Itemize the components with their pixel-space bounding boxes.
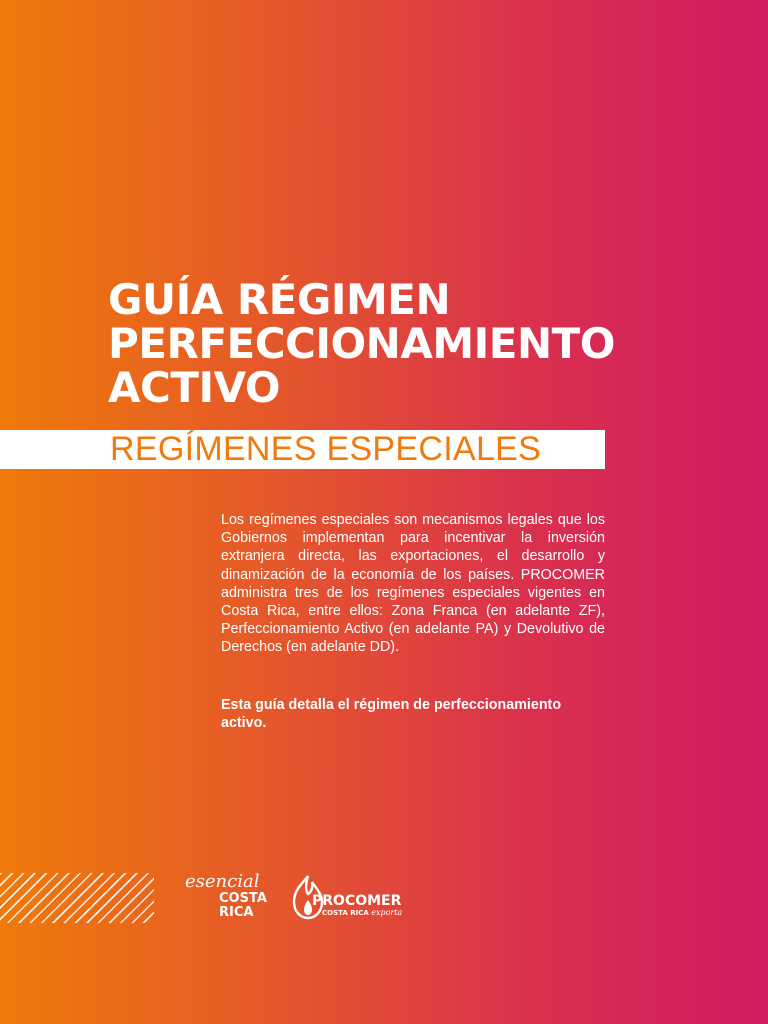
intro-highlight: Esta guía detalla el régimen de perfeccionamiento activo. (221, 697, 562, 732)
procomer-tagline-plain: COSTA RICA (322, 909, 369, 917)
procomer-tagline (322, 909, 402, 917)
esencial-line-1: COSTA (219, 891, 267, 906)
esencial-line-2: RICA (219, 905, 254, 920)
page-title (108, 275, 615, 412)
esencial-script: esencial (185, 871, 260, 892)
esencial-country (219, 892, 267, 920)
title-line-2: PERFECCIONAMIENTO (108, 319, 615, 368)
title-line-3: ACTIVO (108, 363, 281, 412)
decorative-stripes (0, 873, 154, 923)
intro-paragraph: Los regímenes especiales son mecanismos legales que los Gobiernos implementan para incentivar la inversión extranjera directa, las exportaciones, el desarrollo y dinamización de la economía de los países. PROCOMER administra tres de los regímenes especiales vigentes en Costa Rica, entre ellos: Zona Franca (en adelante ZF), Perfeccionamiento Activo (en adelante PA) y Devolutivo de Derechos (en adelante DD). (221, 512, 605, 656)
procomer-tagline-script: exporta (371, 908, 403, 917)
title-line-1: GUÍA RÉGIMEN (108, 275, 451, 324)
procomer-name: PROCOMER (312, 893, 402, 909)
esencial-costa-rica-logo (185, 872, 285, 928)
page-subtitle: REGÍMENES ESPECIALES (110, 430, 542, 468)
procomer-logo (290, 872, 420, 928)
